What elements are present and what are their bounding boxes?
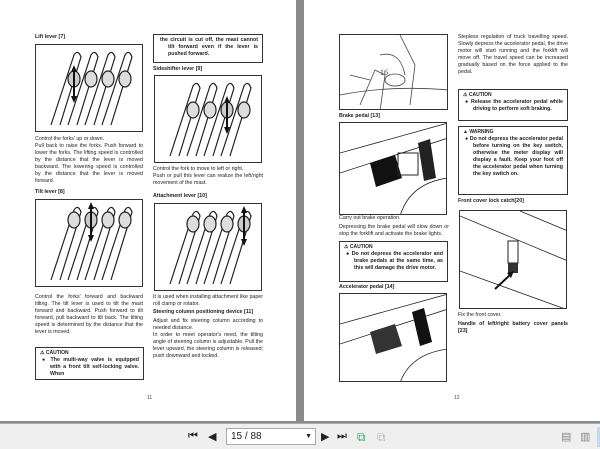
tilt-lever-figure bbox=[35, 199, 143, 287]
brake-pedal-title: Brake pedal [13] bbox=[339, 113, 380, 119]
page-number: 11 bbox=[147, 395, 153, 401]
caution-box: ⚠ CAUTION ● Release the accelerator pedal while driving to perform soft braking. bbox=[458, 89, 568, 121]
accelerator-pedal-title: Accelerator pedal [14] bbox=[339, 284, 395, 290]
warning-icon: ▲ bbox=[463, 129, 468, 135]
accelerator-pedal-text: Stepless regulation of truck travelling speed. Slowly depress the accelerator pedal, the drive motor will start running and the forklift will move off. The travel speed can be increased gradually based on the force applied to the pedal. bbox=[458, 34, 568, 75]
chevron-down-icon[interactable]: ▼ bbox=[305, 433, 312, 440]
page-number-input[interactable]: 15 / 88 ▼ bbox=[226, 428, 316, 445]
previous-page-icon[interactable]: ◀ bbox=[208, 431, 217, 443]
sideshifter-lever-text: Control the fork to move to left or right. Push or pull this lever can realize the left/right movement of the mast. bbox=[153, 166, 263, 186]
warning-box: ▲ WARNING ● Do not depress the accelerator pedal before turning on the key switch, otherwise the meter display will display a fault. Keep your foot off the accelerator pedal when turning the key switch on. bbox=[458, 126, 568, 195]
battery-cover-handle-title: Handle of left/right battery cover panels [23] bbox=[458, 321, 568, 334]
bottom-toolbar bbox=[0, 423, 600, 449]
front-cover-lock-text: Fix the front cover. bbox=[458, 312, 502, 318]
accelerator-pedal-figure bbox=[339, 293, 447, 382]
pedal-overview-figure bbox=[339, 34, 448, 110]
front-cover-lock-title: Front cover lock catch[20] bbox=[458, 198, 524, 204]
tilt-lever-text: Control the forks' forward and backward tilting. The tilt lever is used to tilt the mast forward and backward. Push forward to tilt forward, pull backward to tilt back. The tilting speed is determined by the distance that the lever is moved. bbox=[35, 294, 143, 335]
brake-pedal-figure bbox=[339, 122, 447, 215]
continuous-view-icon[interactable]: ▥ bbox=[580, 431, 591, 443]
page-number: 12 bbox=[454, 395, 460, 401]
front-cover-lock-figure bbox=[459, 210, 567, 309]
caution-icon: ⚠ bbox=[40, 350, 45, 356]
next-page-icon[interactable]: ▶ bbox=[321, 431, 330, 443]
lift-lever-text: Control the forks' up or down. Pull back to raise the forks. Push forward to lower the forks. The lifting speed is controlled by the distance that the lever is moved backward. The lowering speed is controlled by the distance that the lever is moved forward. bbox=[35, 136, 143, 184]
sideshifter-lever-title: Sideshifter lever [9] bbox=[153, 66, 203, 72]
first-page-icon[interactable]: ⏮ bbox=[188, 430, 198, 442]
steering-column-text: Adjust and fix steering column according to needed distance. In order to meet operator's need, the tilting angle of steering column is adjustable. Pull the lever upward, the steering column is released; push downward and locked. bbox=[153, 318, 263, 359]
caution-box: ⚠ CAUTION ● Do not depress the accelerator and brake pedals at the same time, as this will damage the drive motor. bbox=[339, 241, 448, 282]
attachment-lever-text: It is used when installing attachment like paper roll clamp or rotator. bbox=[153, 294, 263, 307]
brake-pedal-text: Carry out brake operation. Depressing the brake pedal will slow down or stop the forklift and activate the brake lights. bbox=[339, 215, 449, 237]
caution-continued-box: the circuit is cut off, the mast cannot tilt forward even if the lever is pushed forward. bbox=[153, 34, 263, 63]
caution-icon: ⚠ bbox=[344, 244, 349, 250]
lift-lever-figure bbox=[35, 44, 143, 132]
caution-icon: ⚠ bbox=[463, 92, 468, 98]
figure-label: 16 bbox=[380, 68, 388, 77]
attachment-lever-title: Attachment lever [10] bbox=[153, 193, 207, 199]
single-page-view-icon[interactable]: ▤ bbox=[561, 431, 572, 443]
sideshifter-lever-figure bbox=[154, 75, 262, 163]
lift-lever-title: Lift lever [7] bbox=[35, 34, 66, 40]
right-page bbox=[304, 0, 600, 421]
steering-column-title: Steering column positioning device [11] bbox=[153, 309, 254, 315]
go-back-view-icon[interactable]: ⧉ bbox=[357, 430, 366, 444]
attachment-lever-figure bbox=[154, 203, 262, 291]
go-forward-view-icon[interactable]: ⧉ bbox=[377, 430, 386, 444]
tilt-lever-title: Tilt lever [8] bbox=[35, 189, 65, 195]
left-page bbox=[0, 0, 296, 421]
caution-box: ⚠ CAUTION ● The multi-way valve is equipped with a front tilt self-locking valve. When bbox=[35, 347, 144, 380]
last-page-icon[interactable]: ⏭ bbox=[337, 430, 347, 442]
